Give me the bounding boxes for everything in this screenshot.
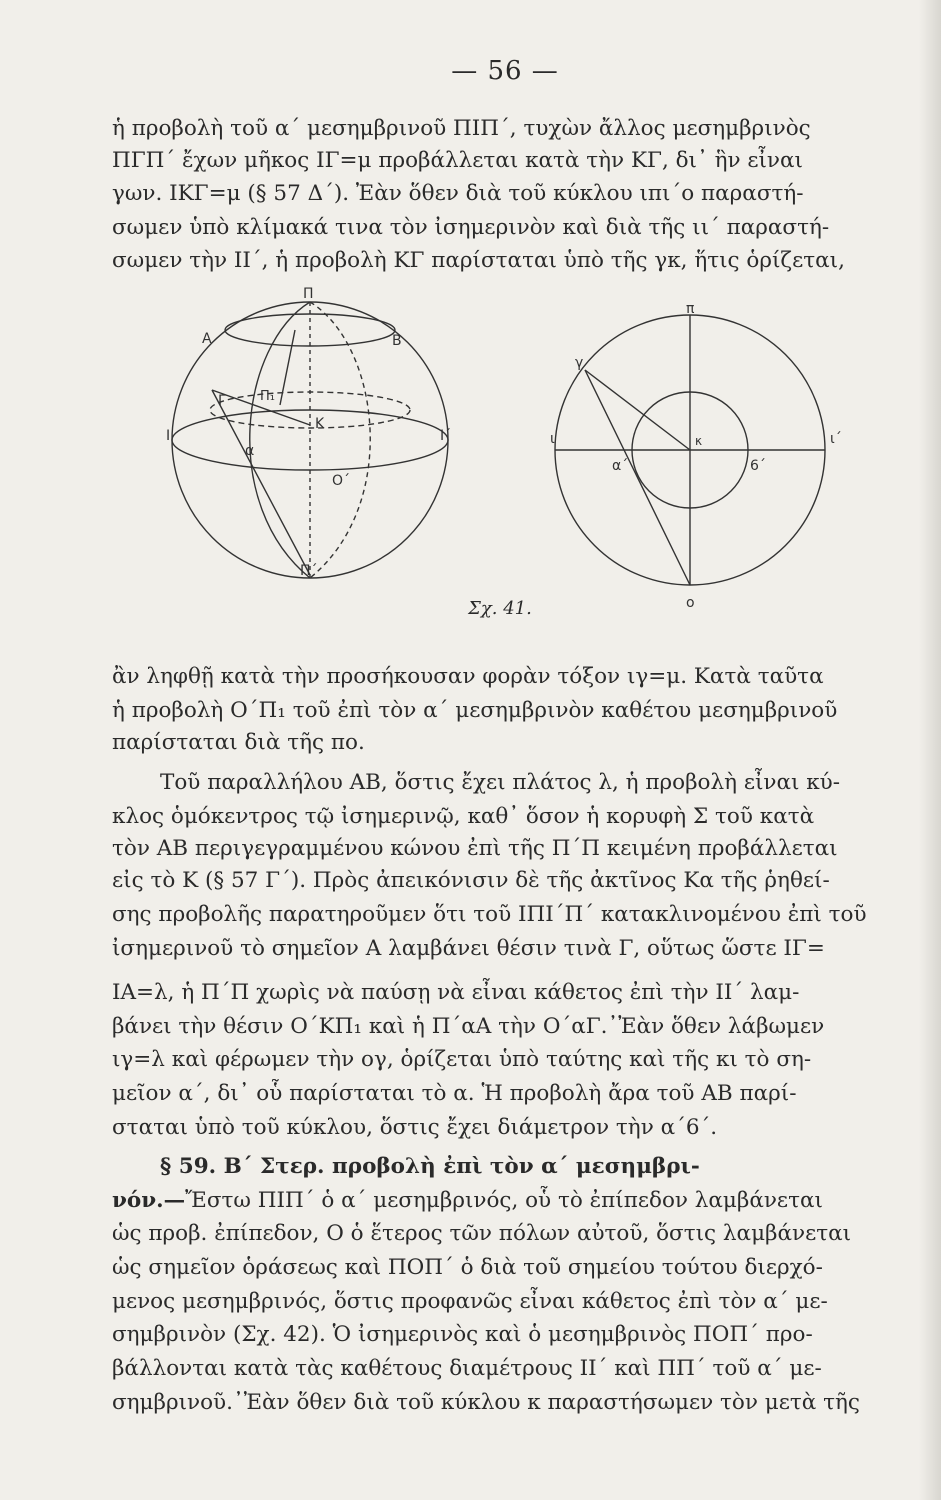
text-line: ὡς προβ. ἐπίπεδον, Ο ὁ ἕτερος τῶν πόλων αὐτοῦ, ὅστις λαμβάνεται <box>112 1221 852 1246</box>
label-a: α <box>245 443 255 459</box>
text-line: παρίσταται διὰ τῆς πο. <box>112 730 365 755</box>
text-line: ἡ προβολὴ Ο΄Π₁ τοῦ ἐπὶ τὸν α΄ μεσημβρινὸν καθέτου μεσημβρινοῦ <box>112 698 838 723</box>
text-line: ἰσημερινοῦ τὸ σημεῖον Α λαμβάνει θέσιν τινὰ Γ, οὕτως ὥστε ΙΓ= <box>112 936 825 961</box>
text-line: βάλλονται κατὰ τὰς καθέτους διαμέτρους ΙΙ΄ καὶ ΠΠ΄ τοῦ α΄ με- <box>112 1356 822 1381</box>
label-g: γ <box>575 355 584 371</box>
text-line: εἰς τὸ Κ (§ 57 Γ΄). Πρὸς ἀπεικόνισιν δὲ τῆς ἀκτῖνος Κα τῆς ῥηθεί- <box>112 868 830 893</box>
label-B: Β <box>392 333 402 349</box>
page-number: — 56 — <box>451 56 559 86</box>
figure-41 <box>150 285 870 615</box>
label-a-prime: α΄ <box>612 458 629 474</box>
label-A: Α <box>202 331 212 347</box>
text-line: κλος ὁμόκεντρος τῷ ἰσημερινῷ, καθ᾽ ὅσον ἡ κορυφὴ Σ τοῦ κατὰ <box>112 804 815 829</box>
text-line: ΠΓΠ΄ ἔχων μῆκος ΙΓ=μ προβάλλεται κατὰ τὴν ΚΓ, δι᾽ ἣν εἶναι <box>112 148 803 173</box>
text-line: ὡς σημεῖον ὁράσεως καὶ ΠΟΠ΄ ὁ διὰ τοῦ σημείου τούτου διερχό- <box>112 1255 823 1280</box>
text-line: σωμεν ὑπὸ κλίμακά τινα τὸν ἰσημερινὸν καὶ διὰ τῆς ιι΄ παραστή- <box>112 215 830 240</box>
text-line: Τοῦ παραλλήλου ΑΒ, ὅστις ἔχει πλάτος λ, ἡ προβολὴ εἶναι κύ- <box>160 770 841 795</box>
label-I2: Ι΄ <box>440 428 452 444</box>
kg-radius <box>585 370 690 450</box>
text-line: τὸν ΑΒ περιγεγραμμένου κώνου ἐπὶ τῆς Π΄Π κειμένη προβάλλεται <box>112 836 838 861</box>
section-heading-line <box>160 1152 902 1182</box>
label-o: ο <box>686 595 695 611</box>
label-b-prime: 6΄ <box>750 458 766 474</box>
label-i2: ι΄ <box>830 431 842 447</box>
label-P: Π <box>303 286 314 302</box>
figure-diagram <box>150 285 870 615</box>
og-line <box>585 370 690 585</box>
text-line: μενος μεσημβρινός, ὅστις προφανῶς εἶναι κάθετος ἐπὶ τὸν α΄ με- <box>112 1289 828 1314</box>
text-line: γων. ΙΚΓ=μ (§ 57 Δ΄). Ἐὰν ὅθεν διὰ τοῦ κύκλου ιπι΄ο παραστή- <box>112 181 804 206</box>
section-title: § 59. Β΄ Στερ. προβολὴ ἐπὶ τὸν α΄ μεσημβρι- <box>160 1154 700 1179</box>
text-line: ἡ προβολὴ τοῦ α΄ μεσημβρινοῦ ΠΙΠ΄, τυχὼν ἄλλος μεσημβρινὸς <box>112 116 811 141</box>
projection-line <box>212 390 310 575</box>
text-line: ιγ=λ καὶ φέρωμεν τὴν ογ, ὁρίζεται ὑπὸ ταύτης καὶ τῆς κι τὸ ση- <box>112 1047 812 1072</box>
text-line: σημβρινοῦ.᾽Ἐὰν ὅθεν διὰ τοῦ κύκλου κ παραστήσωμεν τὸν μετὰ τῆς <box>112 1390 860 1415</box>
label-O: Ο΄ <box>332 473 351 489</box>
text-line: σης προβολῆς παρατηροῦμεν ὅτι τοῦ ΙΠΙ΄Π΄ κατακλινομένου ἐπὶ τοῦ <box>112 902 867 927</box>
section-title-cont: νόν.— <box>112 1188 186 1213</box>
label-K: Κ <box>315 416 325 432</box>
label-k: κ <box>695 434 703 448</box>
text-line: σημβρινὸν (Σχ. 42). Ὁ ἰσημερινὸς καὶ ὁ μεσημβρινὸς ΠΟΠ΄ προ- <box>112 1322 813 1347</box>
text-line <box>112 1186 902 1216</box>
page-edge-shadow <box>919 0 941 1500</box>
text-line: σωμεν τὴν ΙΙ΄, ἡ προβολὴ ΚΓ παρίσταται ὑπὸ τῆς γκ, ἥτις ὁρίζεται, <box>112 248 845 273</box>
label-P1: Π₁ <box>260 389 275 404</box>
text-line: μεῖον α΄, δι᾽ οὗ παρίσταται τὸ α. Ἡ προβολὴ ἄρα τοῦ ΑΒ παρί- <box>112 1081 797 1106</box>
text-line: ΙΑ=λ, ἡ Π΄Π χωρὶς νὰ παύσῃ νὰ εἶναι κάθετος ἐπὶ τὴν ΙΙ΄ λαμ- <box>112 980 800 1005</box>
text-line: σταται ὑπὸ τοῦ κύκλου, ὅστις ἔχει διάμετρον τὴν α΄6΄. <box>112 1115 718 1140</box>
text-line: ἂν ληφθῇ κατὰ τὴν προσήκουσαν φορὰν τόξον ιγ=μ. Κατὰ ταῦτα <box>112 664 824 689</box>
section-first-line: Ἔστω ΠΙΠ΄ ὁ α΄ μεσημβρινός, οὗ τὸ ἐπίπεδον λαμβάνεται <box>185 1188 823 1213</box>
label-i: ι <box>550 431 555 447</box>
label-I: Ι <box>166 428 171 444</box>
label-p: π <box>686 301 695 317</box>
figure-caption: Σχ. 41. <box>468 598 532 619</box>
text-line: βάνει τὴν θέσιν Ο΄ΚΠ₁ καὶ ἡ Π΄αΑ τὴν Ο΄αΓ.᾽Ἐὰν ὅθεν λάβωμεν <box>112 1014 825 1039</box>
label-P2: Π΄ <box>300 563 318 579</box>
pa-line <box>280 330 295 405</box>
label-G: Γ <box>218 393 226 409</box>
